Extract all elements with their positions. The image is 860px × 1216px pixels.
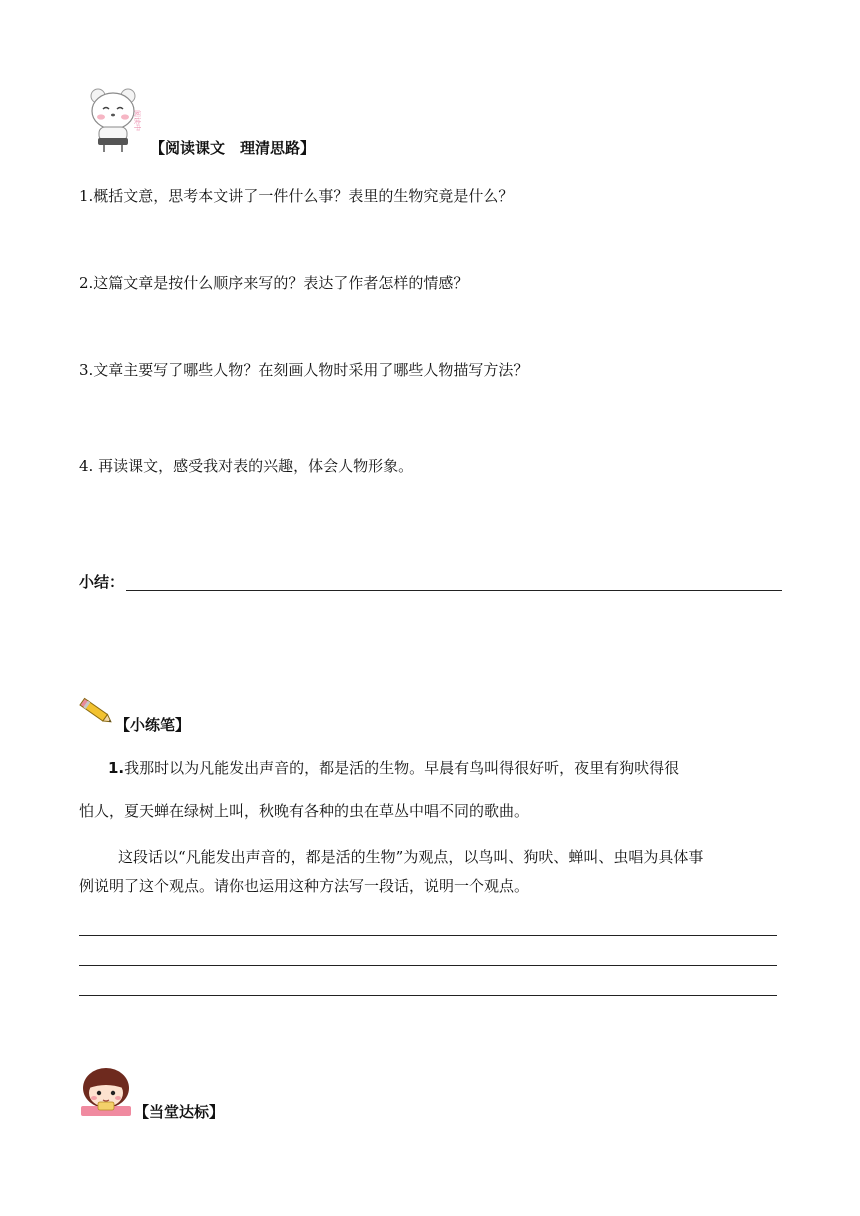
standards-heading: 【当堂达标】 (134, 1103, 225, 1121)
bear-mascot-icon (86, 84, 148, 154)
answer-line-1[interactable] (79, 935, 777, 936)
practice-item-number: 1. (108, 759, 125, 777)
reading-heading: 【阅读课文 理清思路】 (150, 139, 316, 157)
pencil-icon (79, 696, 115, 728)
answer-line-2[interactable] (79, 965, 777, 966)
summary-answer-line[interactable] (126, 590, 782, 591)
bear-caption: 阅读中 (133, 110, 141, 131)
girl-mascot-icon (79, 1064, 133, 1118)
question-1: 1.概括文意，思考本文讲了一件什么事？表里的生物究竟是什么？ (79, 187, 514, 205)
practice-task-line-1: 这段话以“凡能发出声音的，都是活的生物”为观点，以鸟叫、狗吠、蝉叫、虫唱为具体事 (118, 848, 704, 866)
answer-line-3[interactable] (79, 995, 777, 996)
practice-quote-line-2: 怕人，夏天蝉在绿树上叫，秋晚有各种的虫在草丛中唱不同的歌曲。 (79, 802, 530, 820)
practice-heading: 【小练笔】 (115, 716, 191, 734)
question-3: 3.文章主要写了哪些人物？在刻画人物时采用了哪些人物描写方法？ (79, 361, 529, 379)
summary-label: 小结： (79, 573, 125, 591)
practice-task-line-2: 例说明了这个观点。请你也运用这种方法写一段话，说明一个观点。 (79, 877, 530, 895)
practice-quote-line-1 (108, 758, 679, 778)
practice-quote-text-1: 我那时以为凡能发出声音的，都是活的生物。早晨有鸟叫得很好听，夜里有狗吠得很 (124, 759, 680, 777)
question-2: 2.这篇文章是按什么顺序来写的？表达了作者怎样的情感？ (79, 274, 469, 292)
question-4: 4. 再读课文，感受我对表的兴趣，体会人物形象。 (79, 457, 414, 475)
